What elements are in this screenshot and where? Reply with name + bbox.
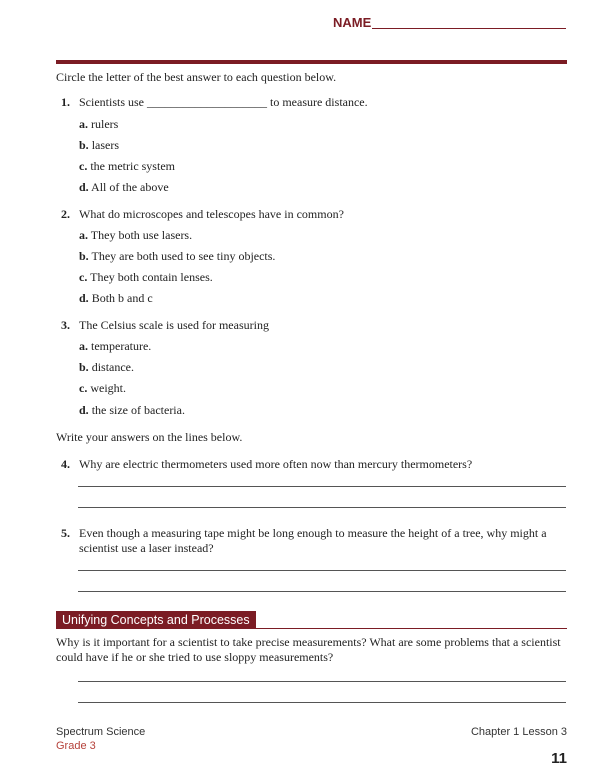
section-question: could have if he or she tried to use sloppy measurements? [56, 650, 334, 664]
question-number: 4. [61, 457, 70, 471]
answer-line[interactable] [78, 507, 566, 508]
section-rule [56, 628, 567, 629]
question-text: Why are electric thermometers used more often now than mercury thermometers? [79, 457, 473, 471]
question-number: 3. [61, 318, 70, 332]
answer-line[interactable] [78, 681, 566, 682]
answer-option[interactable] [79, 248, 275, 264]
question-text: Scientists use ____________________ to measure distance. [79, 95, 368, 109]
question-number: 5. [61, 526, 70, 540]
text: c. [79, 270, 88, 284]
text: weight. [90, 381, 126, 395]
answer-option[interactable] [79, 227, 192, 243]
text: Both b and c [91, 291, 153, 305]
name-label: NAME [333, 15, 372, 30]
name-line [372, 28, 566, 29]
answer-line[interactable] [78, 591, 566, 592]
answer-option[interactable] [79, 402, 185, 418]
text: lasers [91, 138, 120, 152]
answer-option[interactable] [79, 269, 213, 285]
answer-option[interactable] [79, 179, 169, 195]
answer-option[interactable] [79, 137, 119, 153]
footer-grade: Grade 3 [56, 740, 96, 752]
text: the metric system [90, 159, 175, 173]
question-text: Even though a measuring tape might be long enough to measure the height of a tree, why might a [79, 526, 547, 540]
page-number: 11 [551, 750, 567, 767]
text: All of the above [91, 180, 169, 194]
instructions-mc: Circle the letter of the best answer to each question below. [56, 70, 337, 84]
answer-option[interactable] [79, 290, 153, 306]
answer-option[interactable] [79, 338, 151, 354]
answer-option[interactable] [79, 359, 134, 375]
text: b. [79, 360, 89, 374]
text: temperature. [91, 339, 152, 353]
question-text: scientist use a laser instead? [79, 541, 214, 555]
text: a. [79, 117, 88, 131]
text: They both contain lenses. [90, 270, 213, 284]
section-question: Why is it important for a scientist to take precise measurements? What are some problems that a scientist [56, 635, 561, 649]
text: c. [79, 159, 88, 173]
answer-option[interactable] [79, 116, 118, 132]
answer-line[interactable] [78, 570, 566, 571]
text: the size of bacteria. [91, 403, 185, 417]
question-text: The Celsius scale is used for measuring [79, 318, 269, 332]
header-rule [56, 60, 567, 64]
text: d. [79, 180, 89, 194]
answer-option[interactable] [79, 380, 126, 396]
section-banner: Unifying Concepts and Processes [56, 611, 256, 629]
text: c. [79, 381, 88, 395]
answer-option[interactable] [79, 158, 175, 174]
footer-book: Spectrum Science [56, 726, 146, 738]
text: distance. [91, 360, 135, 374]
question-text: What do microscopes and telescopes have in common? [79, 207, 344, 221]
instructions-written: Write your answers on the lines below. [56, 430, 243, 444]
text: a. [79, 228, 88, 242]
question-number: 2. [61, 207, 70, 221]
text: b. [79, 138, 89, 152]
text: They both use lasers. [90, 228, 193, 242]
answer-line[interactable] [78, 486, 566, 487]
text: rulers [91, 117, 119, 131]
text: They are both used to see tiny objects. [91, 249, 276, 263]
footer-chapter: Chapter 1 Lesson 3 [470, 726, 567, 738]
text: d. [79, 291, 89, 305]
text: d. [79, 403, 89, 417]
text: b. [79, 249, 89, 263]
question-number: 1. [61, 95, 70, 109]
text: a. [79, 339, 88, 353]
answer-line[interactable] [78, 702, 566, 703]
